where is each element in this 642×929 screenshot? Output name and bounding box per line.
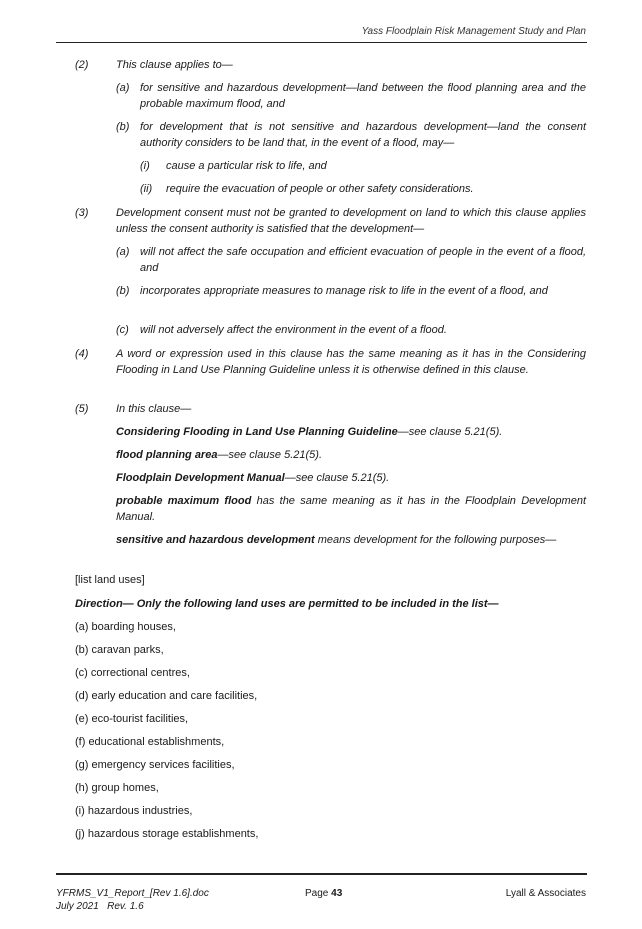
clause-2a-number: (a)	[116, 82, 130, 94]
definition-floodplain-manual	[116, 470, 586, 486]
page-number: 43	[331, 888, 343, 899]
clause-4-text: A word or expression used in this clause has the same meaning as it has in the Considering Flooding in Land Use Planning Guideline unless it is otherwise defined in this clause.	[116, 348, 586, 376]
footer-divider	[56, 873, 587, 875]
definition-text: has the same meaning as it has in the Floodplain Development Manual.	[116, 495, 587, 523]
clause-3b-text: incorporates appropriate measures to manage risk to life in the event of a flood, and	[140, 285, 548, 297]
land-use-item: (h) group homes,	[75, 782, 159, 794]
clause-2bi-text: cause a particular risk to life, and	[166, 160, 327, 172]
clause-2bi-number: (i)	[140, 160, 150, 172]
clause-2a-text: for sensitive and hazardous development—land between the flood planning area and the probable maximum flood, and	[140, 82, 586, 110]
header-divider	[56, 42, 587, 43]
definition-probable-maximum-flood	[116, 493, 586, 525]
definition-sensitive-hazardous	[116, 532, 586, 548]
footer-date-revision: July 2021 Rev. 1.6	[56, 901, 144, 912]
land-use-item: (e) eco-tourist facilities,	[75, 713, 189, 725]
land-use-item: (i) hazardous industries,	[75, 805, 193, 817]
definition-text: —see clause 5.21(5).	[284, 472, 390, 484]
land-use-item: (b) caravan parks,	[75, 644, 164, 656]
land-use-item: (j) hazardous storage establishments,	[75, 828, 259, 840]
clause-3-text: Development consent must not be granted to development on land to which this clause applies unless the consent authority is satisfied that the development—	[116, 207, 586, 235]
land-use-item: (d) early education and care facilities,	[75, 690, 258, 702]
direction-note: Direction— Only the following land uses are permitted to be included in the list—	[75, 598, 499, 610]
list-heading: [list land uses]	[75, 574, 145, 586]
clause-3a-text: will not affect the safe occupation and efficient evacuation of people in the event of a flood, and	[140, 246, 586, 274]
footer-doc-name: YFRMS_V1_Report_[Rev 1.6].doc	[56, 888, 209, 899]
clause-2-number: (2)	[75, 59, 89, 71]
definition-text: —see clause 5.21(5).	[217, 449, 323, 461]
definition-flood-planning-area	[116, 447, 586, 463]
clause-2b-number: (b)	[116, 121, 130, 133]
definition-term: Floodplain Development Manual	[116, 472, 285, 484]
clause-3c-number: (c)	[116, 324, 129, 336]
land-use-item: (f) educational establishments,	[75, 736, 225, 748]
footer-page	[305, 887, 342, 900]
clause-2-text: This clause applies to—	[116, 59, 233, 71]
land-use-item: (c) correctional centres,	[75, 667, 190, 679]
land-use-item: (g) emergency services facilities,	[75, 759, 235, 771]
definition-term: Considering Flooding in Land Use Planning Guideline	[116, 426, 398, 438]
definition-term: flood planning area	[116, 449, 218, 461]
definition-term: probable maximum flood	[116, 495, 252, 507]
clause-2b-text: for development that is not sensitive and hazardous development—land the consent authority considers to be land that, in the event of a flood, may—	[140, 121, 586, 149]
definition-term: sensitive and hazardous development	[116, 534, 315, 546]
clause-2bii-number: (ii)	[140, 183, 153, 195]
clause-3b-number: (b)	[116, 285, 130, 297]
definition-text: means development for the following purposes—	[314, 534, 557, 546]
clause-5-number: (5)	[75, 403, 89, 415]
footer-company: Lyall & Associates	[505, 888, 586, 899]
clause-3c-text: will not adversely affect the environment in the event of a flood.	[140, 324, 447, 336]
clause-3-number: (3)	[75, 207, 89, 219]
land-use-item: (a) boarding houses,	[75, 621, 176, 633]
clause-2bii-text: require the evacuation of people or other safety considerations.	[166, 183, 474, 195]
running-header: Yass Floodplain Risk Management Study and Plan	[361, 26, 586, 37]
clause-3a-number: (a)	[116, 246, 130, 258]
definition-text: —see clause 5.21(5).	[397, 426, 503, 438]
clause-4-number: (4)	[75, 348, 89, 360]
clause-5-text: In this clause—	[116, 403, 192, 415]
page-label: Page	[305, 888, 332, 899]
definition-guideline	[116, 424, 586, 440]
